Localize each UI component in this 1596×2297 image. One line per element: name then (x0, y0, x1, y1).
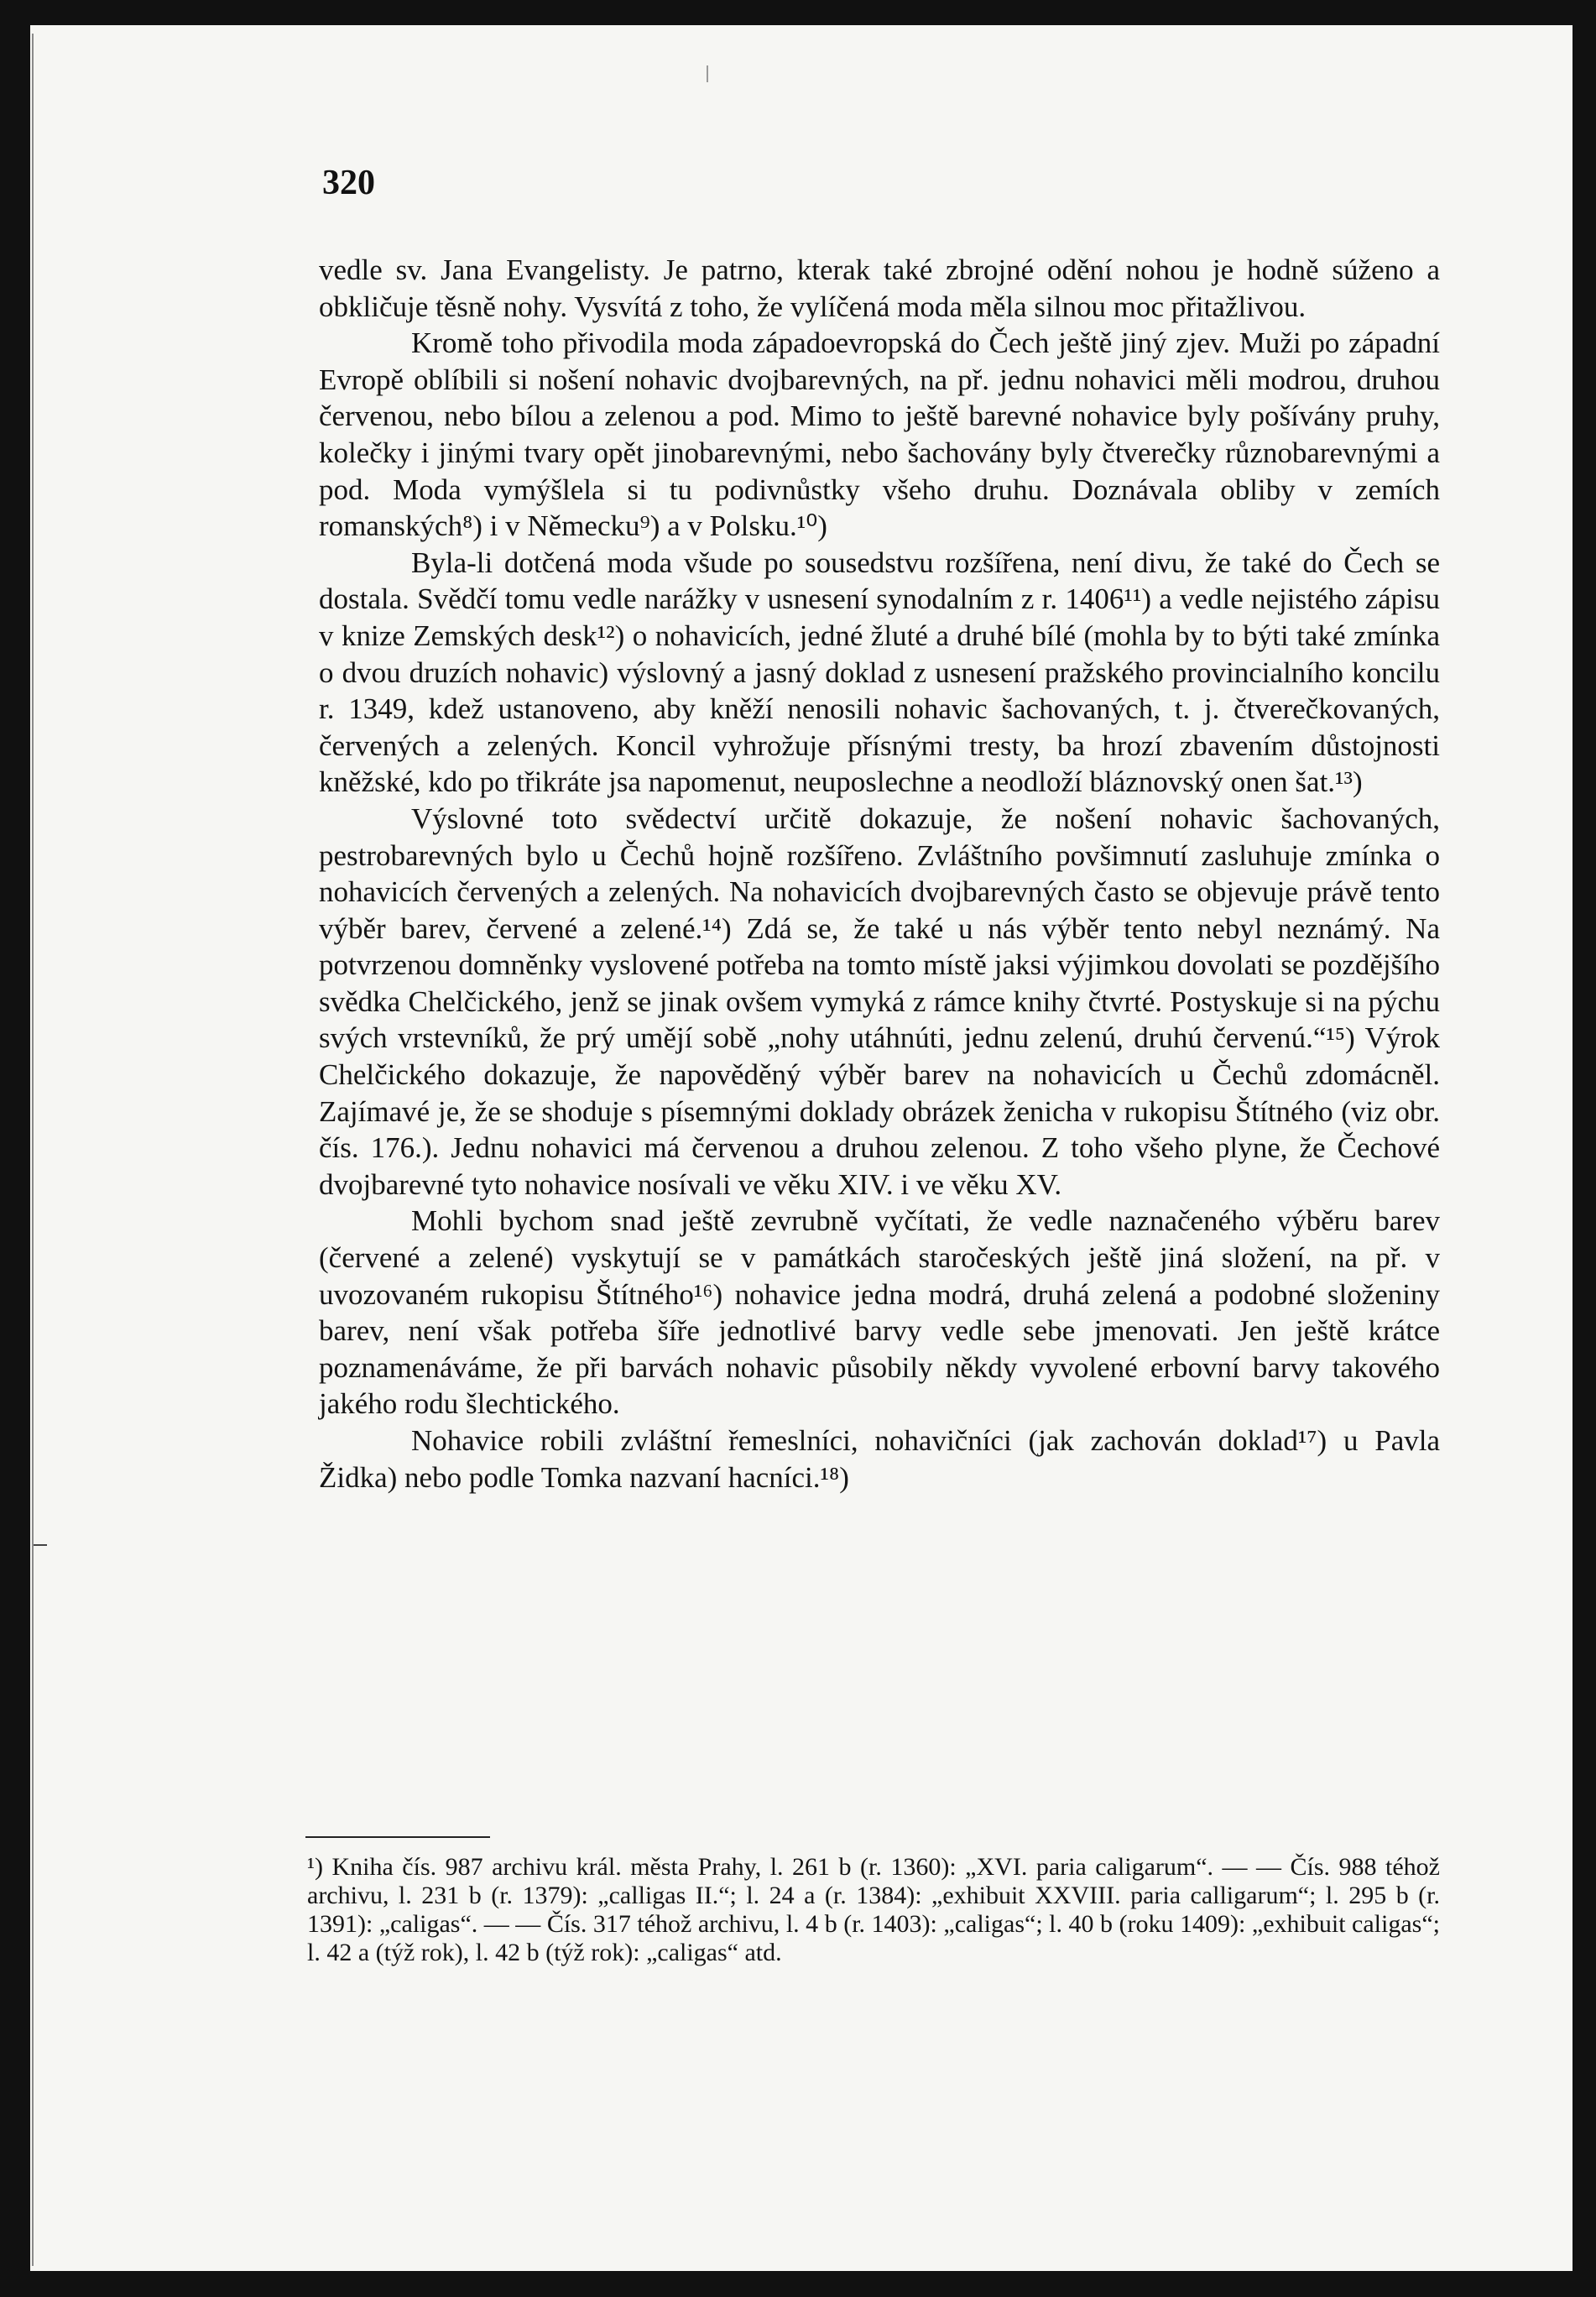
paragraph: Mohli bychom snad ještě zevrubně vyčítati, že vedle naznačeného výběru barev (červené a zelené) vyskytují se v památkách staročeských ještě jiná složení, na př. v uvozovaném rukopisu Štítného¹⁶) nohavice jedna modrá, druhá zelená a podobné složeniny barev, není však potřeba šíře jednotlivé barvy vedle sebe jmenovati. Jen ještě krátce poznamenáváme, že při barvách nohavic působily někdy vyvolené erbovní barvy takového jakého rodu šlechtického. (319, 1204, 1440, 1421)
page-number: 320 (322, 164, 375, 202)
scan-mark (707, 65, 708, 82)
paragraph: Nohavice robili zvláštní řemeslníci, nohavičníci (jak zachován doklad¹⁷) u Pavla Židka) nebo podle Tomka nazvaní hacníci.¹⁸) (319, 1424, 1440, 1494)
paragraph: vedle sv. Jana Evangelisty. Je patrno, kterak také zbrojné odění nohou je hodně súženo a obkličuje těsně nohy. Vysvítá z toho, že vylíčená moda měla silnou moc přitažlivou. (319, 253, 1440, 323)
margin-mark (34, 1544, 47, 1546)
footnote: ¹) Kniha čís. 987 archivu král. města Prahy, l. 261 b (r. 1360): „XVI. paria caligarum“. — — Čís. 988 téhož archivu, l. 231 b (r. 1379): „calligas II.“; l. 24 a (r. 1384): „exhibuit XXVIII. paria calligarum“; l. 295 b (r. 1391): „caligas“. — — Čís. 317 téhož archivu, l. 4 b (r. 1403): „caligas“; l. 40 b (roku 1409): „exhibuit caligas“; l. 42 a (týž rok), l. 42 b (týž rok): „caligas“ atd. (307, 1853, 1440, 1966)
paragraph: Byla-li dotčená moda všude po sousedstvu rozšířena, není divu, že také do Čech se dostala. Svědčí tomu vedle narážky v usnesení synodalním z r. 1406¹¹) a vedle nejistého zápisu v knize Zemských desk¹²) o nohavicích, jedné žluté a druhé bílé (mohla by to býti také zmínka o dvou druzích nohavic) výslovný a jasný doklad z usnesení pražského provincialního koncilu r. 1349, kdež ustanoveno, aby kněží nenosili nohavic šachovaných, t. j. čtverečkovaných, červených a zelených. Koncil vyhrožuje přísnými tresty, ba hrozí zbavením důstojnosti kněžské, kdo po třikráte jsa napomenut, neuposlechne a neodloží bláznovský onen šat.¹³) (319, 546, 1440, 799)
footnote-separator (305, 1836, 490, 1838)
paragraph: Výslovné toto svědectví určitě dokazuje, že nošení nohavic šachovaných, pestrobarevných bylo u Čechů hojně rozšířeno. Zvláštního povšimnutí zasluhuje zmínka o nohavicích červených a zelených. Na nohavicích dvojbarevných často se objevuje právě tento výběr barev, červené a zelené.¹⁴) Zdá se, že také u nás výběr tento nebyl neznámý. Na potvrzenou domněnky vyslovené potřeba na tomto místě jaksi výjimkou dovolati se pozdějšího svědka Chelčického, jenž se jinak ovšem vymyká z rámce knihy čtvrté. Postyskuje si na pýchu svých vrstevníků, že prý umějí sobě „nohy utáhnúti, jednu zelenú, druhú červenú.“¹⁵) Výrok Chelčického dokazuje, že napověděný výběr barev na nohavicích u Čechů zdomácněl. Zajímavé je, že se shoduje s písemnými doklady obrázek ženicha v rukopisu Štítného (viz obr. čís. 176.). Jednu nohavici má červenou a druhou zelenou. Z toho všeho plyne, že Čechové dvojbarevné tyto nohavice nosívali ve věku XIV. i ve věku XV. (319, 801, 1440, 1201)
page-edge-line (32, 34, 34, 2266)
body-text (319, 252, 1440, 1496)
paragraph: Kromě toho přivodila moda západoevropská do Čech ještě jiný zjev. Muži po západní Evropě oblíbili si nošení nohavic dvojbarevných, na př. jednu nohavici měli modrou, druhou červenou, nebo bílou a zelenou a pod. Mimo to ještě barevné nohavice byly pošívány pruhy, kolečky i jinými tvary opět jinobarevnými, nebo šachovány byly čtverečky různobarevnými a pod. Moda vymýšlela si tu podivnůstky všeho druhu. Doznávala obliby v zemích romanských⁸) i v Německu⁹) a v Polsku.¹⁰) (319, 326, 1440, 543)
